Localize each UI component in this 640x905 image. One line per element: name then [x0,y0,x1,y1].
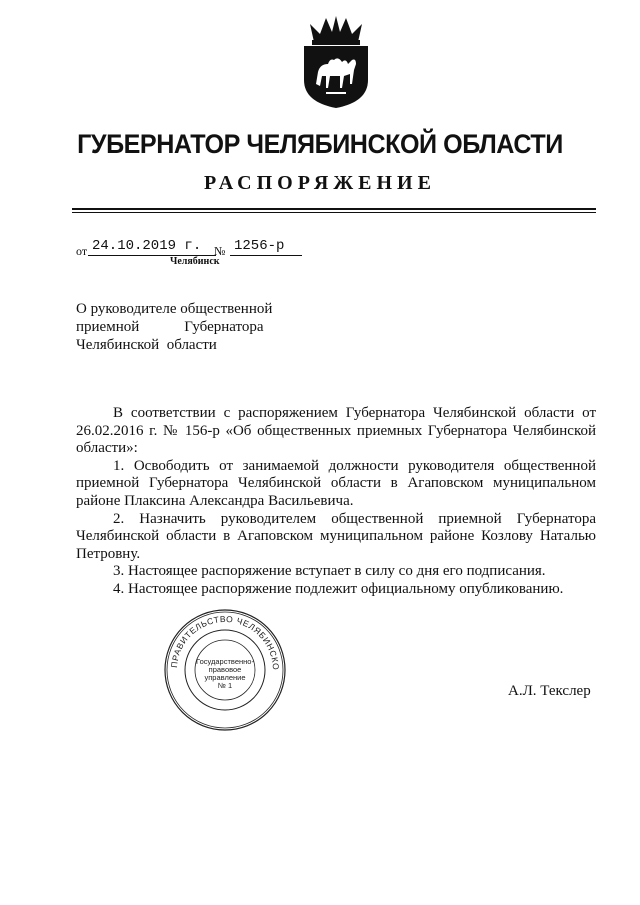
number-sign: № [214,244,226,258]
signatory-name: А.Л. Текслер [508,683,591,699]
subject-line: приемной Губернатора [76,319,264,335]
header-divider-thick [72,208,596,210]
coat-of-arms-icon [296,14,376,110]
body-paragraph: 2. Назначить руководителем общественной приемной Губернатора Челябинской области в Агаповском муниципальном районе Козлову Наталью Петровну. [76,510,596,562]
seal-center-line: Государственно- [196,657,254,666]
document-heading: ГУБЕРНАТОР ЧЕЛЯБИНСКОЙ ОБЛАСТИ [77,129,563,159]
body-paragraph: 1. Освободить от занимаемой должности руководителя общественной приемной Губернатора Челябинской области в Агаповском муниципальном районе Плаксина Александра Васильевича. [76,457,596,509]
seal-outer-text: ПРАВИТЕЛЬСТВО ЧЕЛЯБИНСКО [168,613,282,671]
official-seal-icon [163,608,287,732]
body-paragraph: 3. Настоящее распоряжение вступает в силу со дня его подписания. [113,563,546,580]
body-paragraph: В соответствии с распоряжением Губернатора Челябинской области от 26.02.2016 г. № 156-р «Об общественных приемных Губернатора Челябинской области»: [76,405,596,457]
body-paragraph: 4. Настоящее распоряжение подлежит официальному опубликованию. [113,580,564,597]
seal-center-line: правовое [208,665,242,674]
document-number: 1256-р [230,238,302,256]
seal-center-line: № 1 [217,681,233,690]
subject-line: Челябинской области [76,337,217,353]
date-prefix: от [76,244,88,258]
document-subject [76,300,272,354]
document-type: РАСПОРЯЖЕНИЕ [204,172,436,194]
subject-line: О руководителе общественной [76,301,273,317]
document-body [76,405,596,599]
document-date: 24.10.2019 г. [88,238,216,256]
header-divider-thin [72,212,596,213]
document-date-line [76,238,376,260]
document-city: Челябинск [170,256,220,267]
seal-center-line: управление [204,673,246,682]
